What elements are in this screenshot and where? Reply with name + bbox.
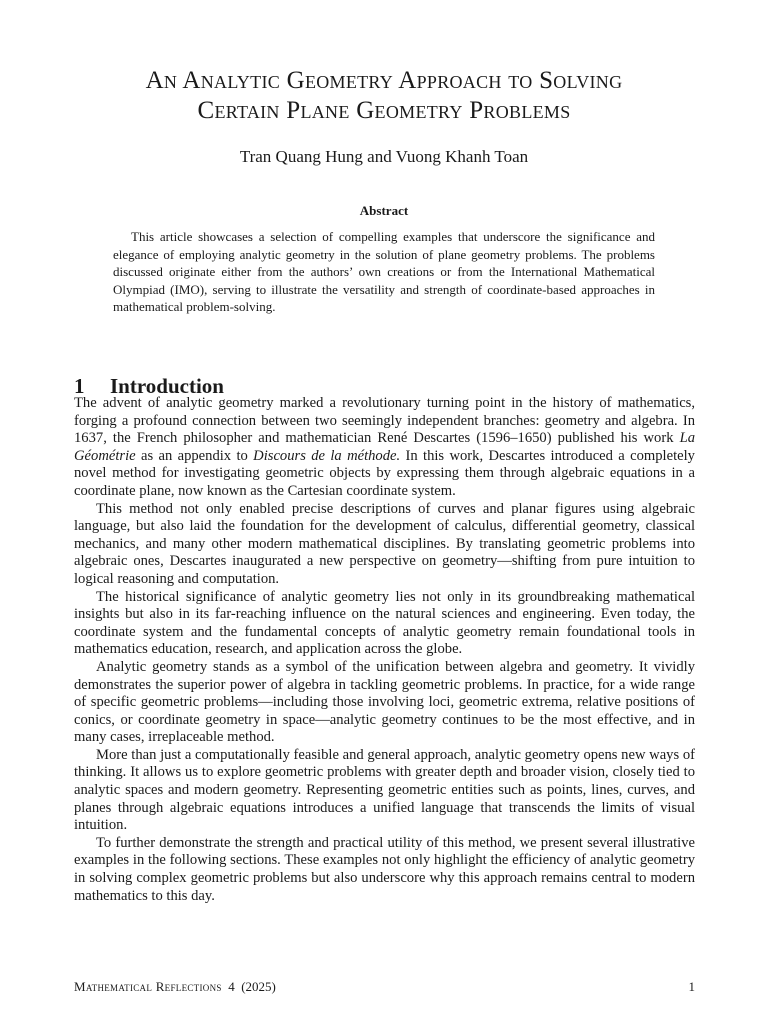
paragraph-4: Analytic geometry stands as a symbol of the unification between algebra and geometry. It vividly demonstrates the superior power of algebra in tackling geometric problems. In practice, for a wide range of specific geometric problems—including those involving loci, geometric extrema, relative positions of conics, or coordinate geometry in space—analytic geometry continues to be the most effective, and in many cases, irreplaceable method. — [74, 658, 695, 746]
section-title: Introduction — [110, 374, 224, 399]
section-number: 1 — [74, 374, 85, 399]
paragraph-1-part-a: The advent of analytic geometry marked a revolutionary turning point in the history of mathematics, forging a profound connection between two seemingly independent branches: geometry and algebra. In 1637, the French philosopher and mathematician René Descartes (1596–1650) published his work — [74, 395, 695, 447]
paper-title-line-2: Certain Plane Geometry Problems — [197, 97, 571, 124]
page-footer — [74, 979, 695, 995]
page-number: 1 — [688, 979, 695, 994]
paragraph-6: To further demonstrate the strength and practical utility of this method, we present several illustrative examples in the following sections. These examples not only highlight the efficiency of analytic geometry in solving complex geometric problems but also underscore why this approach remains central to modern mathematics to this day. — [74, 834, 695, 904]
journal-issue: 4 — [228, 979, 235, 994]
abstract-heading: Abstract — [359, 203, 409, 218]
paragraph-1 — [74, 395, 695, 501]
paragraph-3: The historical significance of analytic geometry lies not only in its groundbreaking mathematical insights but also in its far-reaching influence on the natural sciences and engineering. Even today, the coordinate system and the fundamental concepts of analytic geometry remain foundational tools in mathematics education, research, and application across the globe. — [74, 588, 695, 658]
journal-name: Mathematical Reflections — [74, 979, 222, 994]
work-title-discours: Discours de la méthode. — [253, 447, 401, 464]
abstract-text: This article showcases a selection of compelling examples that underscore the significance and elegance of employing analytic geometry in the solution of plane geometry problems. The problems discussed originate either from the authors’ own creations or from the International Mathematical Olympiad (IMO), serving to illustrate the versatility and strength of coordinate-based approaches in mathematical problem-solving. — [113, 229, 655, 314]
paper-title — [40, 66, 728, 126]
journal-year: (2025) — [241, 979, 276, 994]
paragraph-2: This method not only enabled precise descriptions of curves and planar figures using algebraic language, but also laid the foundation for the development of calculus, differential geometry, classical mechanics, and many other modern mathematical disciplines. By translating geometric problems into algebraic ones, Descartes inaugurated a new perspective on geometry—shifting from pure intuition to logical reasoning and computation. — [74, 500, 695, 587]
work-title-la-geometrie: La Géométrie — [74, 430, 695, 464]
paragraph-5: More than just a computationally feasible and general approach, analytic geometry opens new ways of thinking. It allows us to explore geometric problems with greater depth and broader vision, closely tied to analytic spaces and modern geometry. Representing geometric entities such as points, lines, curves, and planes through algebraic equations introduces a unified language that transcends the limits of visual intuition. — [74, 746, 695, 834]
introduction-body — [74, 395, 695, 905]
paper-authors: Tran Quang Hung and Vuong Khanh Toan — [239, 147, 529, 166]
paragraph-1-part-c: In this work, Descartes introduced a completely novel method for investigating geometric objects by expressing them through algebraic equations in a coordinate plane, now known as the Cartesian coordinate system. — [74, 447, 695, 499]
paper-title-line-1: An Analytic Geometry Approach to Solving — [145, 67, 623, 94]
paragraph-1-part-b: as an appendix to — [135, 447, 254, 464]
